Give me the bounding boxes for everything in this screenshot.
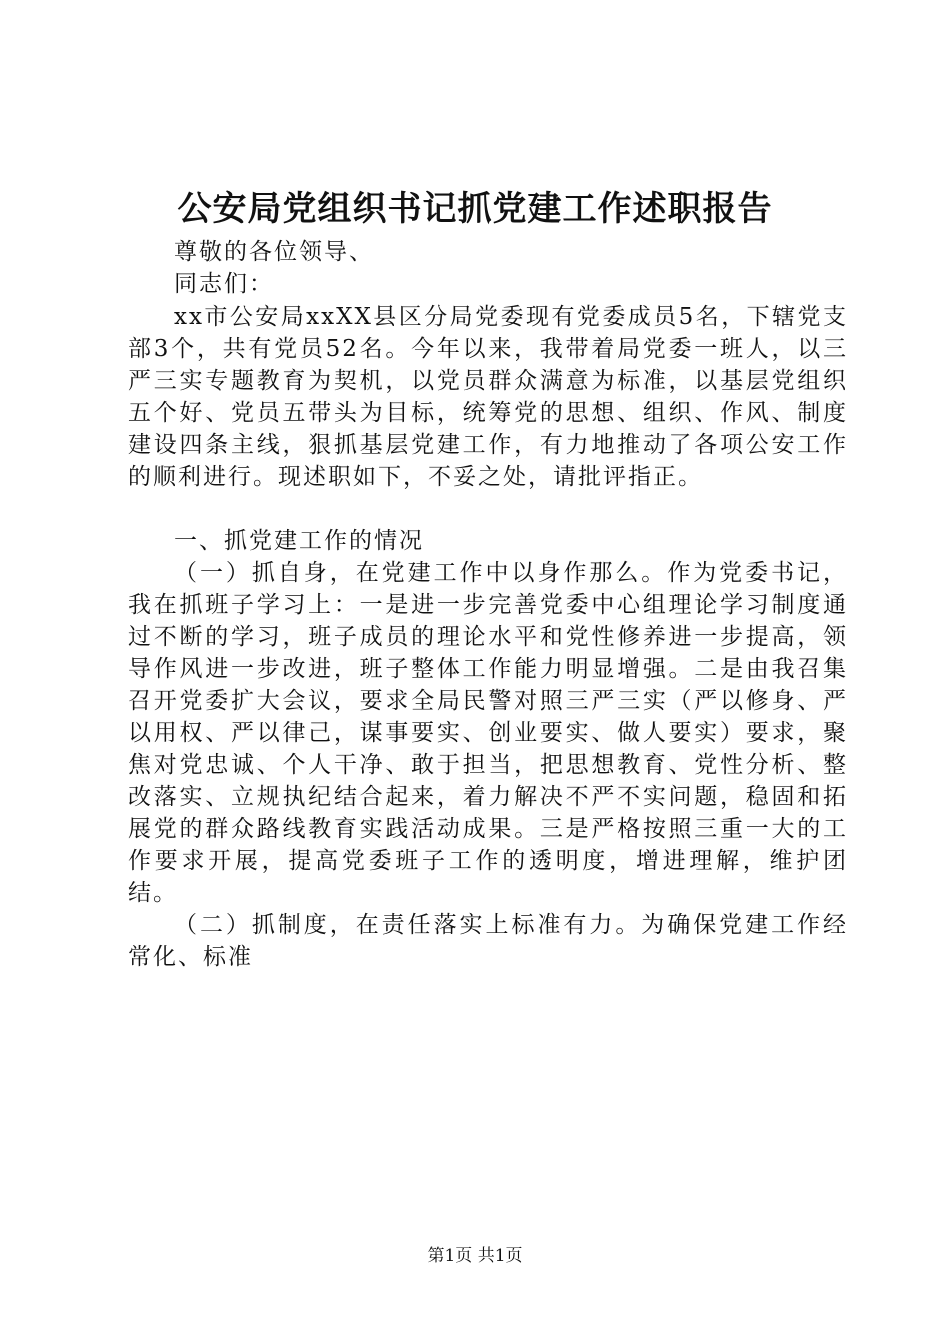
paragraph-item-2: （二）抓制度，在责任落实上标准有力。为确保党建工作经常化、标准 <box>128 912 848 970</box>
paragraph-intro: xx市公安局xxXX县区分局党委现有党委成员5名，下辖党支部3个，共有党员52名。今年以来，我带着局党委一班人，以三严三实专题教育为契机，以党员群众满意为标准，以基层党组织五个好、党员五带头为目标，统筹党的思想、组织、作风、制度建设四条主线，狠抓基层党建工作，有力地推动了各项公安工作的顺利进行。现述职如下，不妥之处，请批评指正。 <box>128 304 848 490</box>
salutation-line-2: 同志们： <box>174 271 274 297</box>
paragraph-item-1: （一）抓自身，在党建工作中以身作那么。作为党委书记，我在抓班子学习上：一是进一步完善党委中心组理论学习制度通过不断的学习，班子成员的理论水平和党性修养进一步提高，领导作风进一步改进，班子整体工作能力明显增强。二是由我召集召开党委扩大会议，要求全局民警对照三严三实（严以修身、严以用权、严以律己，谋事要实、创业要实、做人要实）要求，聚焦对党忠诚、个人干净、敢于担当，把思想教育、党性分析、整改落实、立规执纪结合起来，着力解决不严不实问题，稳固和拓展党的群众路线教育实践活动成果。三是严格按照三重一大的工作要求开展，提高党委班子工作的透明度，增进理解，维护团结。 <box>128 560 848 906</box>
document-body <box>128 236 848 973</box>
page-title: 公安局党组织书记抓党建工作述职报告 <box>177 189 773 229</box>
page-footer: 第1页 共1页 <box>427 1246 523 1266</box>
salutation-line-1: 尊敬的各位领导、 <box>174 239 374 265</box>
section-heading: 一、抓党建工作的情况 <box>174 528 424 554</box>
